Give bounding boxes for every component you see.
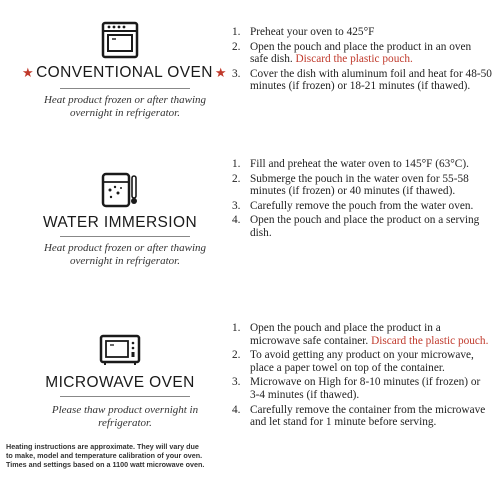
disclaimer-text: Heating instructions are approximate. They will vary due to make, model and temperature calibration of your oven. Times and settings based on a 1100 watt microwave oven.: [6, 442, 205, 469]
instruction-step: 1. Open the pouch and place the product in a microwave safe container. Discard the plastic pouch.: [232, 322, 489, 347]
divider: [60, 236, 190, 237]
star-icon: ★: [214, 65, 227, 80]
section-header: [20, 170, 220, 280]
instruction-step: 1. Preheat your oven to 425°F: [232, 26, 375, 38]
heating-note: Heat product frozen or after thawing overnight in refrigerator.: [43, 94, 207, 119]
instruction-step: 2. Open the pouch and place the product in an oven safe dish. Discard the plastic pouch.: [232, 40, 472, 66]
water-bath-icon: [100, 170, 140, 210]
heating-note: Please thaw product overnight in refrigerator.: [51, 404, 199, 429]
discard-warning: Discard the plastic pouch.: [295, 53, 413, 66]
instruction-step: 4. Open the pouch and place the product on a serving dish.: [232, 214, 480, 239]
oven-icon: [100, 20, 140, 60]
microwave-icon: [98, 332, 142, 368]
instruction-list: [232, 322, 492, 431]
instruction-list: [232, 158, 492, 242]
instruction-step: 4. Carefully remove the container from the microwave and let stand for 1 minute before serving.: [232, 403, 486, 429]
heating-note: Heat product frozen or after thawing overnight in refrigerator.: [43, 242, 207, 267]
instruction-step: 3. Carefully remove the pouch from the water oven.: [232, 199, 474, 212]
instruction-step: 2. Submerge the pouch in the water oven for 55-58 minutes (if frozen) or 40 minutes (if thawed).: [232, 172, 469, 198]
section-heading: WATER IMMERSION: [42, 214, 198, 231]
section-heading: MICROWAVE OVEN: [45, 374, 195, 391]
discard-warning: Discard the plastic pouch.: [371, 334, 489, 347]
divider: [60, 88, 190, 89]
instruction-step: 2. To avoid getting any product on your microwave, place a paper towel on top of the container.: [232, 349, 474, 374]
instruction-list: [232, 26, 492, 95]
instruction-step: 3. Microwave on High for 8-10 minutes (if frozen) or 3-4 minutes (if thawed).: [232, 376, 481, 401]
star-icon: ★: [22, 65, 35, 80]
divider: [60, 396, 190, 397]
instruction-step: 3. Cover the dish with aluminum foil and heat for 48-50 minutes (if frozen) or 18-21 minutes (if thawed).: [232, 67, 492, 93]
section-header: [20, 14, 227, 134]
instruction-step: 1. Fill and preheat the water oven to 145°F (63°C).: [232, 158, 469, 170]
section-heading: ★ CONVENTIONAL OVEN ★: [22, 64, 227, 81]
section-header: [20, 332, 220, 442]
